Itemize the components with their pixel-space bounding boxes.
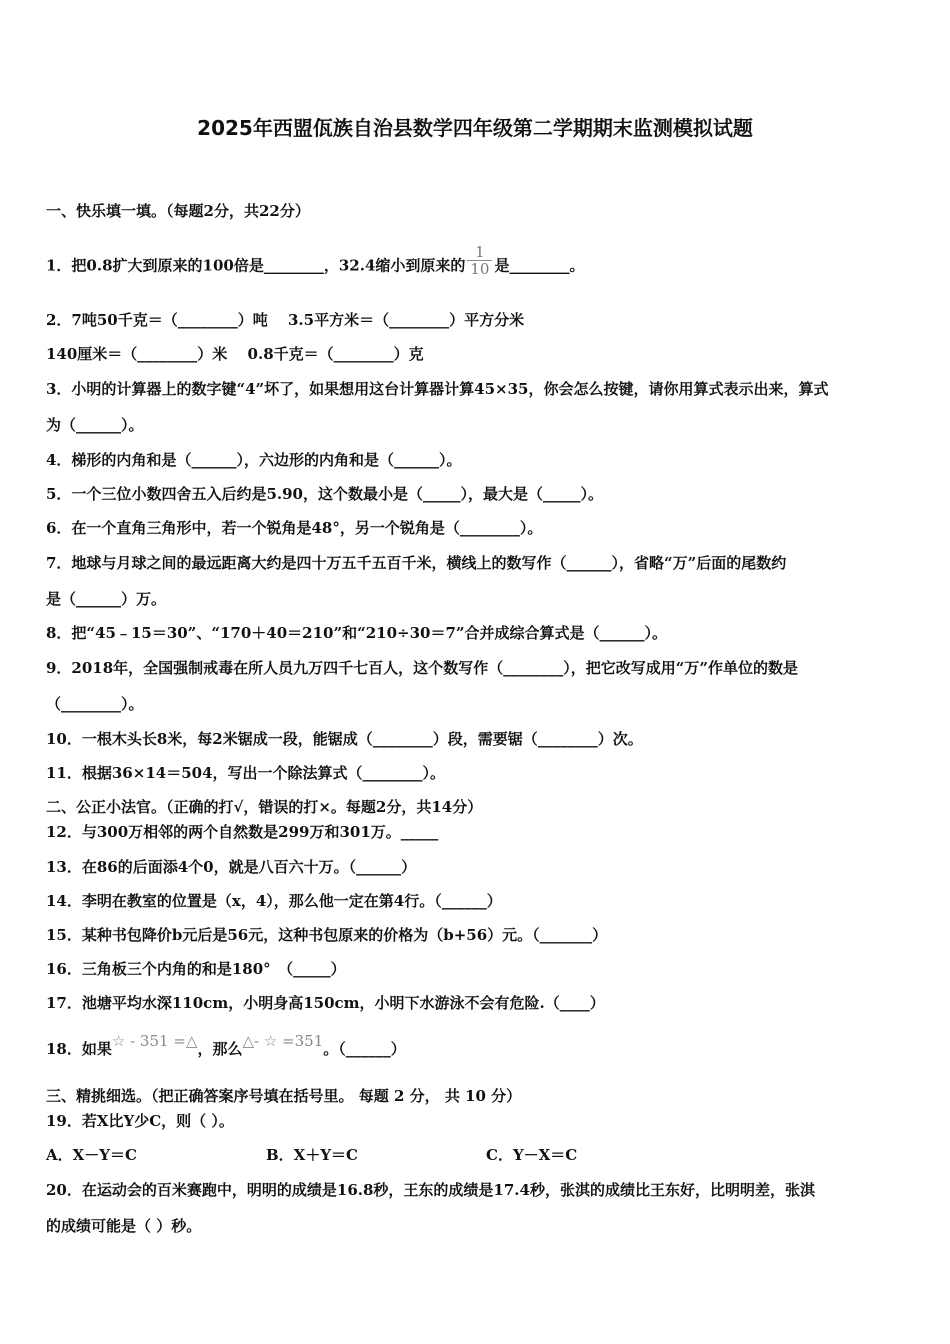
question-7-line-2: 是（______）万。 <box>46 590 167 608</box>
question-11: 11．根据36×14＝504，写出一个除法算式（________）。 <box>46 764 446 782</box>
question-8: 8．把“45﹣15＝30”、“170＋40＝210”和“210÷30＝7”合并成综合算式是（______）。 <box>46 624 668 642</box>
question-1 <box>46 243 910 283</box>
question-1-text-end: 是________。 <box>494 256 585 275</box>
fraction-denominator: 10 <box>470 260 490 278</box>
question-6: 6．在一个直角三角形中，若一个锐角是48°，另一个锐角是（________）。 <box>46 519 543 537</box>
question-18-text-middle: ，那么 <box>197 1040 243 1058</box>
section-heading-3: 三、精挑细选。（把正确答案序号填在括号里。 每题 2 分， 共 10 分） <box>46 1087 522 1105</box>
question-10: 10．一根木头长8米，每2米锯成一段，能锯成（________）段，需要锯（________）次。 <box>46 730 643 748</box>
section-heading-1: 一、快乐填一填。（每题2分，共22分） <box>46 202 310 220</box>
formula-1: ☆ - 351 =△ <box>111 1032 198 1050</box>
question-5: 5．一个三位小数四舍五入后约是5.90，这个数最小是（_____），最大是（_____）。 <box>46 485 603 503</box>
fraction <box>467 244 492 277</box>
question-16: 16．三角板三个内角的和是180° （_____） <box>46 960 346 978</box>
question-14: 14．李明在教室的位置是（x，4），那么他一定在第4行。（______） <box>46 892 502 910</box>
question-19-options <box>46 1144 910 1166</box>
question-3-line-1: 3．小明的计算器上的数字键“4”坏了，如果想用这台计算器计算45×35，你会怎么按键，请你用算式表示出来，算式 <box>46 380 829 398</box>
question-9-line-2: （________）。 <box>46 695 144 713</box>
question-4: 4．梯形的内角和是（______），六边形的内角和是（______）。 <box>46 451 462 469</box>
formula-2: △- ☆ =351 <box>242 1032 324 1050</box>
question-19: 19．若X比Y少C，则（ ）。 <box>46 1112 234 1130</box>
question-7-line-1: 7．地球与月球之间的最远距离大约是四十万五千五百千米，横线上的数写作（______），省略“万”后面的尾数约 <box>46 554 787 572</box>
fraction-numerator: 1 <box>467 244 492 261</box>
question-15: 15．某种书包降价b元后是56元，这种书包原来的价格为（b+56）元。（_______） <box>46 926 608 944</box>
question-1-text: 1．把0.8扩大到原来的100倍是________，32.4缩小到原来的 <box>46 256 466 275</box>
question-18-text: 18．如果 <box>46 1040 112 1058</box>
question-17: 17．池塘平均水深110cm，小明身高150cm，小明下水游泳不会有危险.（____） <box>46 994 605 1012</box>
question-18-text-end: 。（______） <box>323 1040 406 1058</box>
option-c: C．Y－X＝C <box>486 1146 578 1164</box>
question-20-line-2: 的成绩可能是（ ）秒。 <box>46 1217 202 1235</box>
question-12: 12．与300万相邻的两个自然数是299万和301万。_____ <box>46 823 439 841</box>
section-heading-2: 二、公正小法官。（正确的打√，错误的打×。每题2分，共14分） <box>46 798 483 816</box>
question-3-line-2: 为（______）。 <box>46 416 144 434</box>
option-a: A．X－Y＝C <box>46 1146 137 1164</box>
page-title: 2025年西盟佤族自治县数学四年级第二学期期末监测模拟试题 <box>197 116 753 140</box>
option-b: B．X＋Y＝C <box>266 1146 358 1164</box>
question-18 <box>46 1032 910 1060</box>
question-13: 13．在86的后面添4个0，就是八百六十万。（______） <box>46 858 417 876</box>
question-2-line-1: 2．7吨50千克＝（________）吨 3.5平方米＝（________）平方分米 <box>46 311 525 329</box>
question-9-line-1: 9．2018年，全国强制戒毒在所人员九万四千七百人，这个数写作（________），把它改写成用“万”作单位的数是 <box>46 659 798 677</box>
question-2-line-2: 140厘米＝（________）米 0.8千克＝（________）克 <box>46 345 424 363</box>
question-20-line-1: 20．在运动会的百米赛跑中，明明的成绩是16.8秒，王东的成绩是17.4秒，张淇的成绩比王东好，比明明差，张淇 <box>46 1181 815 1199</box>
